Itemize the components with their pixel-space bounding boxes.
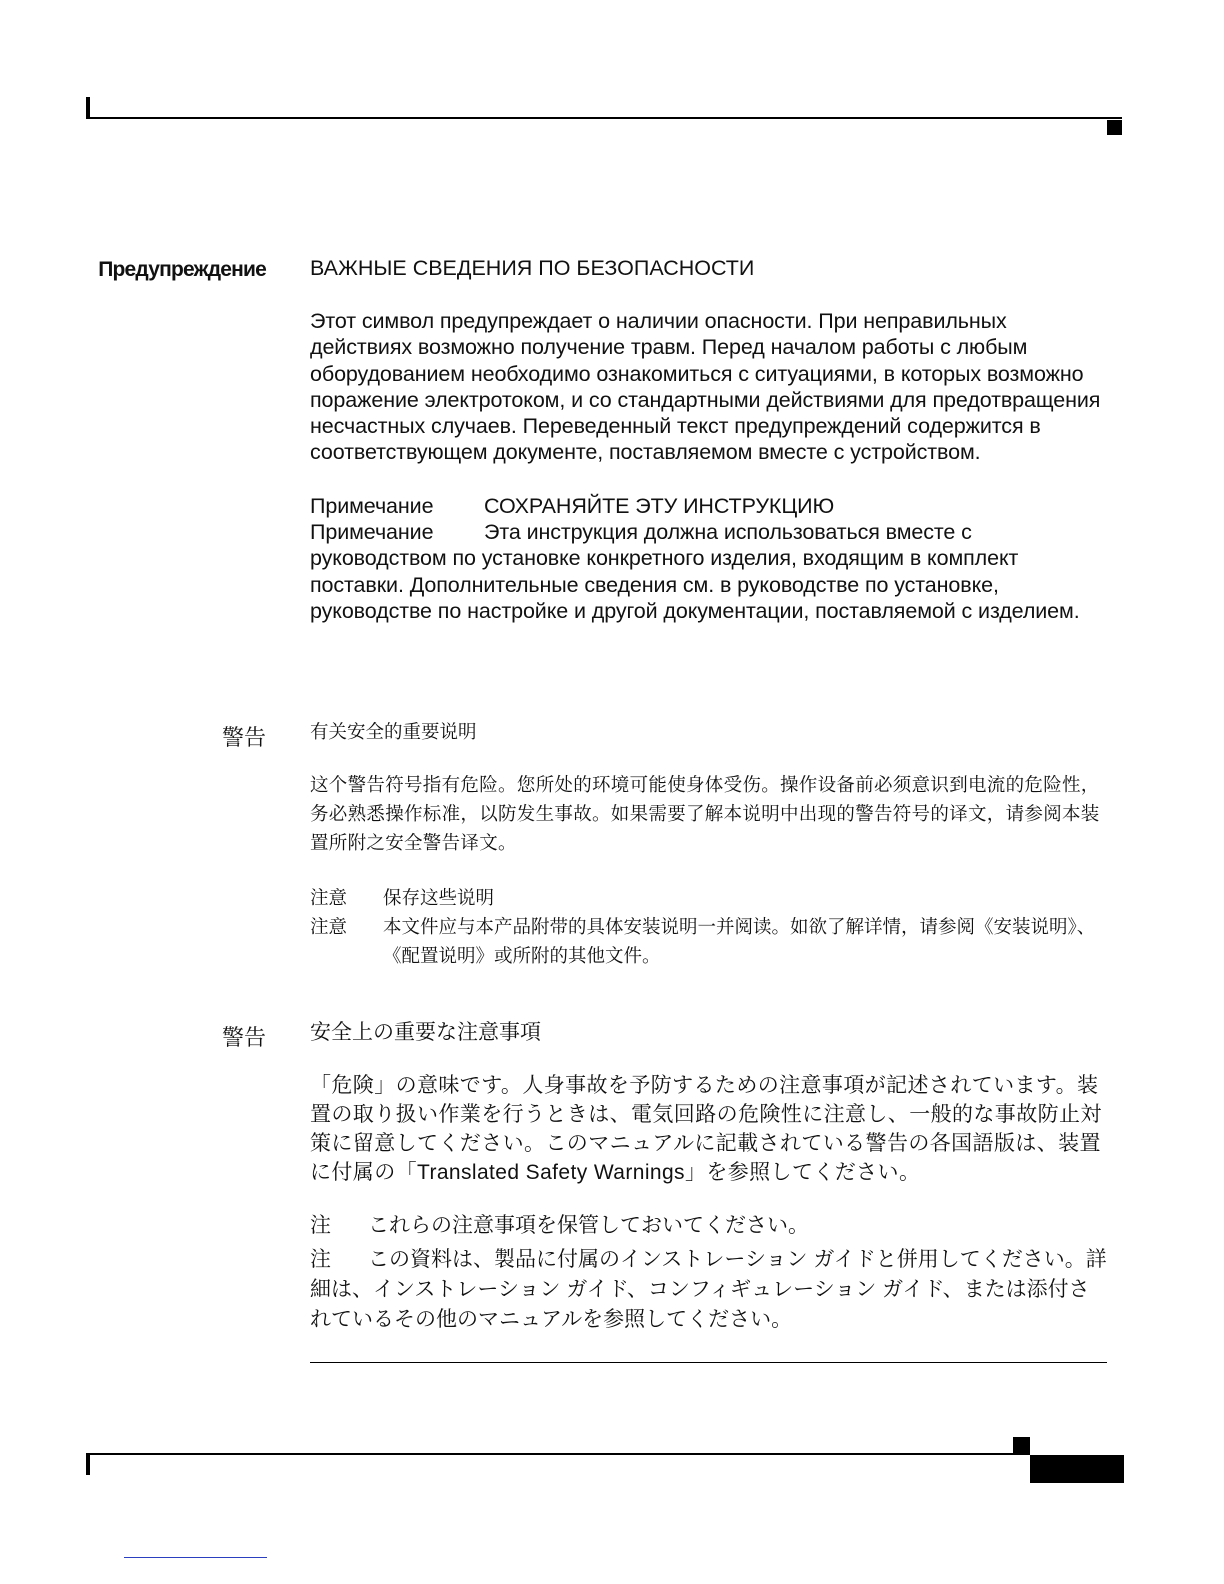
- note-chinese-2: [310, 912, 1110, 970]
- note-chinese-1: [310, 883, 1110, 912]
- header-rule: [86, 117, 1122, 119]
- note-text: Эта инструкция должна использоваться вместе с руководством по установке конкретного изделия, входящим в комплект поставки. Дополнительные сведения см. в руководстве по установке, руководстве по настройке и другой документации, поставляемой с изделием.: [310, 520, 1080, 623]
- warning-body-chinese: 这个警告符号指有危险。您所处的环境可能使身体受伤。操作设备前必须意识到电流的危险性，务必熟悉操作标准，以防发生事故。如果需要了解本说明中出现的警告符号的译文，请参阅本装置所附之安全警告译文。: [310, 774, 1100, 853]
- warning-body-japanese: 「危険」の意味です。人身事故を予防するための注意事項が記述されています。装置の取り扱い作業を行うときは、電気回路の危険性に注意し、一般的な事故防止対策に留意してください。このマニュアルに記載されている警告の各国語版は、装置に付属の「Translated Safety Warnings」を参照してください。: [310, 1074, 1102, 1184]
- warning-content-japanese: [310, 1020, 1110, 1335]
- warning-body-russian: Этот символ предупреждает о наличии опасности. При неправильных действиях возможно получение травм. Перед началом работы с любым оборудованием необходимо ознакомиться с ситуациями, в которых возможно поражение электротоком, и со стандартными действиями для предотвращения несчастных случаев. Переведенный текст предупреждений содержится в соответствующем документе, поставляемом вместе с устройством.: [310, 309, 1101, 465]
- warning-title-chinese: 有关安全的重要说明: [310, 721, 477, 742]
- header-marker: [1107, 120, 1122, 135]
- section-end-rule: [310, 1362, 1107, 1363]
- note-japanese-1: [310, 1211, 1110, 1241]
- footer-left-bar: [86, 1455, 90, 1475]
- note-label: Примечание: [310, 520, 434, 545]
- note-text: 保存这些说明: [383, 887, 495, 908]
- note-russian-2: [310, 519, 1100, 624]
- note-text: これらの注意事項を保管しておいてください。: [368, 1214, 809, 1237]
- note-label: 注意: [310, 916, 348, 937]
- note-label: Примечание: [310, 493, 434, 518]
- warning-content-russian: [310, 255, 1110, 624]
- header-left-bar: [86, 97, 90, 119]
- note-label: 注意: [310, 887, 348, 908]
- note-text: 本文件应与本产品附带的具体安装说明一并阅读。如欲了解详情，请参阅《安装说明》、《配置说明》或所附的其他文件。: [383, 916, 1096, 966]
- warning-content-chinese: [310, 720, 1110, 970]
- warning-title-japanese: 安全上の重要な注意事項: [310, 1021, 541, 1044]
- warning-title-russian: ВАЖНЫЕ СВЕДЕНИЯ ПО БЕЗОПАСНОСТИ: [310, 256, 755, 280]
- note-japanese-2: [310, 1245, 1108, 1335]
- footer-marker: [1013, 1437, 1030, 1454]
- note-label: 注: [310, 1248, 331, 1271]
- note-russian-1: [310, 493, 1110, 519]
- note-text: СОХРАНЯЙТЕ ЭТУ ИНСТРУКЦИЮ: [484, 493, 835, 518]
- footer-link-underline[interactable]: [124, 1557, 267, 1558]
- note-text: この資料は、製品に付属のインストレーション ガイドと併用してください。詳細は、インストレーション ガイド、コンフィギュレーション ガイド、または添付されているその他のマニュアルを参照してください。: [310, 1248, 1107, 1331]
- footer-page-tab: [1030, 1455, 1124, 1483]
- warning-label-japanese: 警告: [221, 1025, 266, 1050]
- footer-rule: [86, 1453, 1030, 1455]
- warning-label-chinese: 警告: [221, 725, 266, 750]
- warning-label-russian: Предупреждение: [98, 258, 266, 281]
- note-label: 注: [310, 1214, 331, 1237]
